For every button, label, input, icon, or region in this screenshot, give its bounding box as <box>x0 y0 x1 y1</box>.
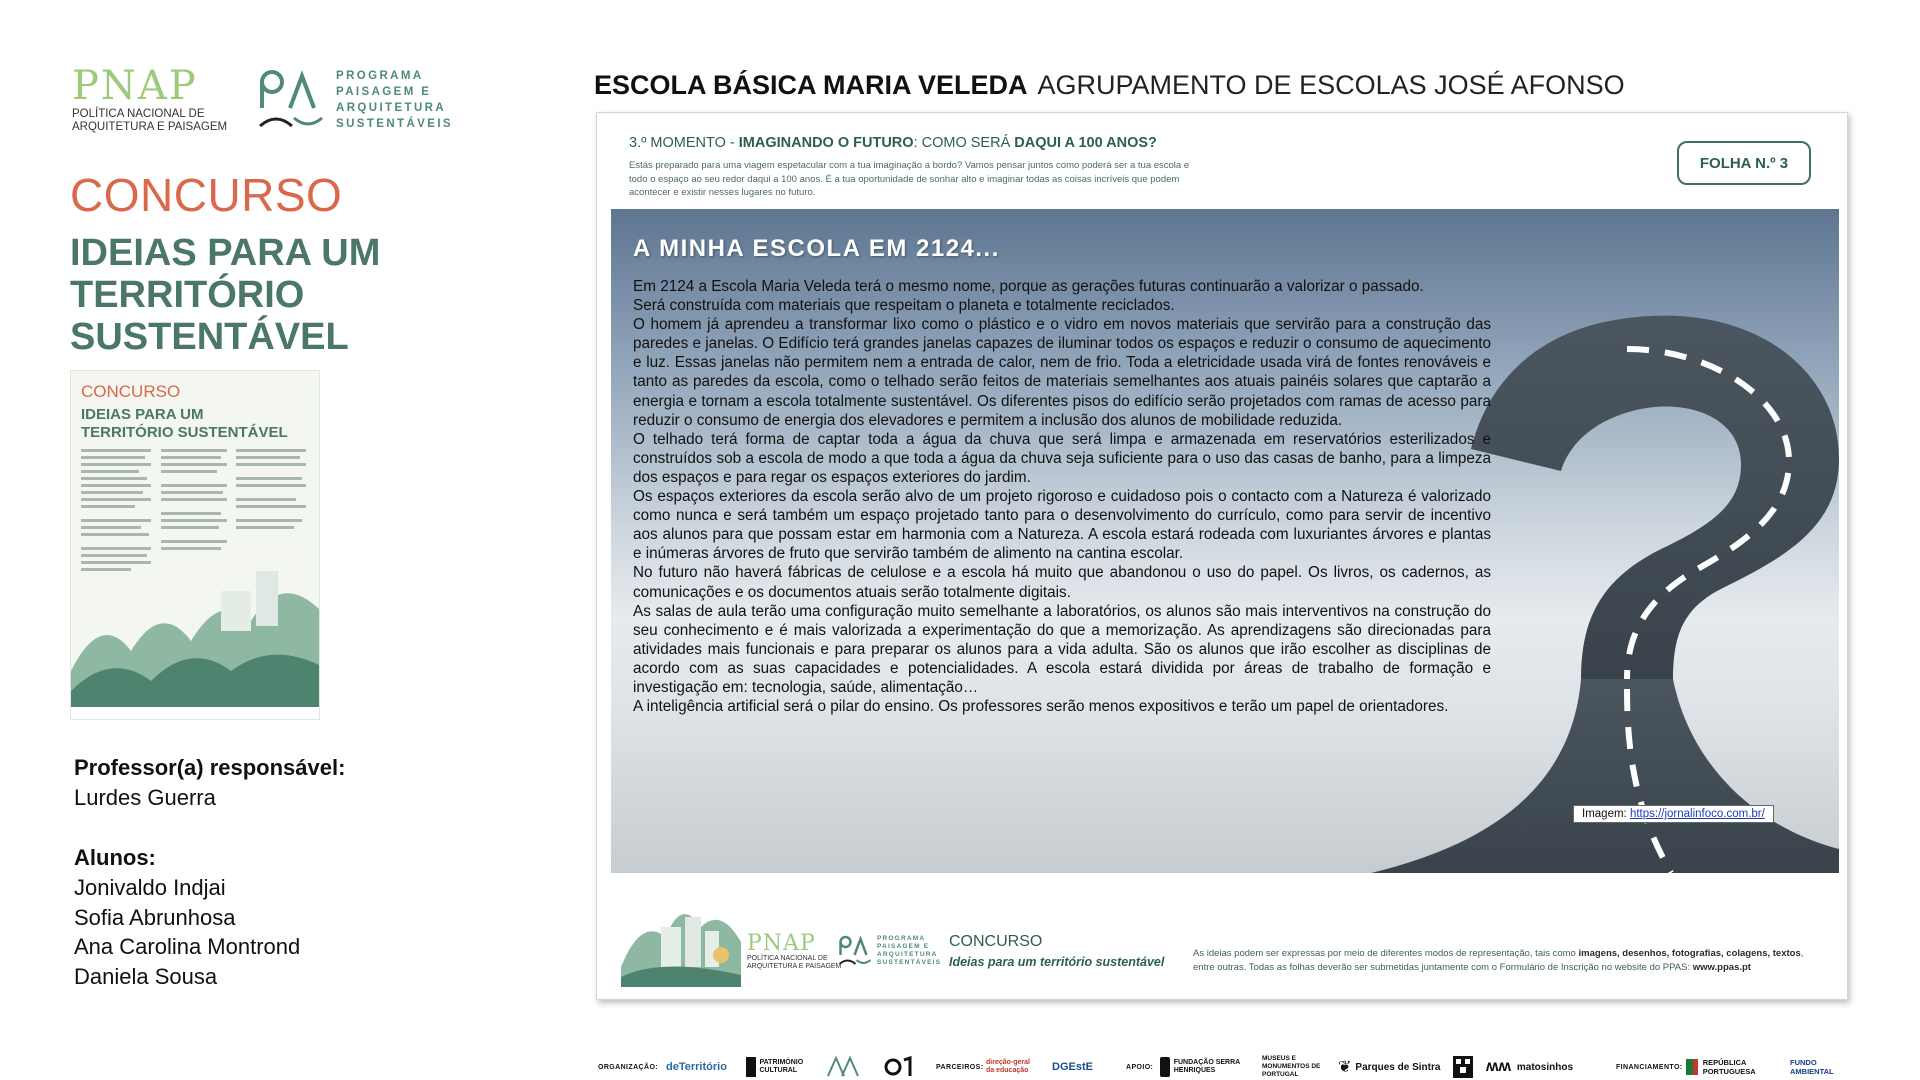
essay-paragraph: A inteligência artificial será o pilar do ensino. Os professores serão menos expositivos e terão um papel de orientadores. <box>633 698 1449 716</box>
republica-text: REPÚBLICA PORTUGUESA <box>1702 1058 1756 1076</box>
footer-illustration <box>621 887 741 987</box>
museus-text: MUSEUS E MONUMENTOS DE PORTUGAL <box>1262 1055 1321 1078</box>
dge-text: direção-geral da educação <box>986 1059 1030 1074</box>
worksheet-footer <box>611 883 1839 991</box>
matosinhos-logo <box>1486 1052 1573 1080</box>
footer-pnap-sub-2: ARQUITETURA E PAISAGEM <box>747 963 842 970</box>
footer-ideias: Ideias para um território sustentável <box>949 955 1165 969</box>
essay-paragraph: O telhado terá forma de captar toda a água da chuva que será limpa e armazenada em reservatórios esterilizados e construídos sob a escola de modo a que toda a água da chuva seja suficiente para o uso das casas de banho, para a limpeza dos espaços e para regar os espaços exteriores do jardim. <box>633 430 1491 486</box>
student-item: Jonivaldo Indjai <box>74 875 226 900</box>
apoio-label: APOIO: <box>1126 1063 1154 1071</box>
poster-title-2: TERRITÓRIO SUSTENTÁVEL <box>81 424 288 441</box>
pnap-sub-line-1: POLÍTICA NACIONAL DE <box>72 108 205 120</box>
footer-ppas-logo <box>837 935 942 974</box>
image-credit-link[interactable]: https://jornalinfoco.com.br/ <box>1629 808 1765 820</box>
contest-title-line-2: TERRITÓRIO <box>70 274 305 316</box>
fundo-text: FUNDO AMBIENTAL <box>1790 1058 1834 1076</box>
contest-title <box>70 232 400 358</box>
footer-note <box>1193 947 1825 975</box>
footer-pnap-word: PNAP <box>747 931 816 956</box>
image-credit <box>1573 805 1774 823</box>
republica-logo <box>1686 1052 1776 1080</box>
financiamento-label: FINANCIAMENTO: <box>1616 1063 1683 1071</box>
essay-paragraph: O homem já aprendeu a transformar lixo como o plástico e o vidro em novos materiais que servirão para a construção das paredes e janelas. O Edifício terá grandes janelas capazes de iluminar todos os espaços e reduzir o consumo de aquecimento e luz. Essas janelas não permitem nem a entrada de calor, nem de frio. Toda a eletricidade usada virá de fontes renováveis e tanto as paredes da escola, como o telhado serão feitos de materiais semelhantes aos atuais painéis solares que captarão a energia e tornam a escola totalmente sustentável. Os diferentes pisos do edifício serão projetados com ramas de acesso para reduzir o consumo de energia dos elevadores e permitem a inclusão dos alunos de mobilidade reduzida. <box>633 316 1491 429</box>
parques-logo <box>1338 1052 1440 1080</box>
poster-title-1: IDEIAS PARA UM <box>81 406 204 423</box>
fundo-ambiental-logo <box>1790 1052 1846 1080</box>
republica-flag-icon <box>1686 1059 1698 1075</box>
footer-note-part-2: , entre outras. Todas as folhas deverão ser submetidas juntamente com o Formulário de Inscrição no website do PPAS: <box>1193 948 1804 973</box>
ppas-line-2: PAISAGEM E <box>336 86 432 98</box>
sponsor-group-organizacao <box>598 1052 658 1080</box>
students-list <box>74 873 300 991</box>
chess-logo-icon <box>1452 1052 1474 1080</box>
momento-description: Estás preparado para uma viagem espetacular com a tua imaginação a bordo? Vamos pensar juntos como poderá ser a tua escola e todo o espaço ao seu redor daqui a 100 anos. É a tua oportunidade de sonhar alto e imaginar todas as coisas incríveis que podem acontecer e existir nesses lugares no futuro. <box>629 160 1190 198</box>
footer-ppas-text <box>877 935 941 967</box>
essay-paragraph: Os espaços exteriores da escola serão alvo de um projeto rigoroso e cuidadoso pois o contacto com a Natureza é valorizado como nunca e será também um espaço projetado tanto para o desenvolvimento do currículo, como para servir de incentivo aos alunos para que possam estar em harmonia com a Natureza. A escola estará rodeada com luxuriantes árvores e plantas e inúmeras árvores de fruto que servirão também de alimento na cantina escolar. <box>633 488 1491 563</box>
de-territorio-text: deTerritório <box>666 1061 727 1073</box>
footer-note-part-1: As ideias podem ser expressas por meio de diferentes modos de representação, tais como <box>1193 948 1579 959</box>
footer-ppas-mark-icon <box>837 935 873 969</box>
momento-bold: IMAGINANDO O FUTURO <box>738 135 914 151</box>
essay-title: A MINHA ESCOLA EM 2124... <box>633 235 1000 262</box>
pnap-logo-subtitle <box>72 108 242 134</box>
patrimonio-mark-icon <box>746 1057 756 1077</box>
student-item: Ana Carolina Montrond <box>74 934 301 959</box>
sponsor-group-apoio <box>1126 1052 1153 1080</box>
generic-logo-mark-icon <box>826 1052 860 1080</box>
footer-note-site: www.ppas.pt <box>1692 962 1751 973</box>
essay-paragraph: Será construída com materiais que respeitam o planeta e totalmente reciclados. <box>633 297 1175 315</box>
pnap-sub-line-2: ARQUITETURA E PAISAGEM <box>72 121 228 133</box>
parques-text: Parques de Sintra <box>1355 1061 1441 1073</box>
momento-end: DAQUI A 100 ANOS? <box>1014 135 1157 151</box>
school-group: AGRUPAMENTO DE ESCOLAS JOSÉ AFONSO <box>1037 70 1625 100</box>
matosinhos-text: matosinhos <box>1516 1061 1574 1073</box>
momento-mid: : COMO SERÁ <box>913 135 1015 151</box>
poster-concurso: CONCURSO <box>81 382 181 401</box>
ppas-mark-icon <box>256 68 326 136</box>
patrimonio-text: PATRIMÓNIO CULTURAL <box>759 1059 804 1074</box>
matosinhos-mark-icon: ʍʍ <box>1486 1058 1511 1075</box>
parques-mark-icon: ❦ <box>1338 1059 1352 1076</box>
image-credit-label: Imagem: <box>1582 808 1630 820</box>
momento-title <box>629 135 1157 151</box>
concurso-heading: CONCURSO <box>70 169 343 221</box>
ppas-line-3: ARQUITETURA <box>336 102 447 114</box>
worksheet <box>596 112 1848 1000</box>
dgeste-logo <box>1052 1052 1093 1080</box>
sponsor-group-financiamento <box>1616 1052 1683 1080</box>
sponsors-bar <box>594 1052 1854 1080</box>
footer-pnap-logo <box>747 933 841 971</box>
students-label: Alunos: <box>74 845 156 870</box>
o1-logo-icon <box>884 1052 914 1080</box>
footer-note-bold: imagens, desenhos, fotografias, colagens, textos <box>1578 948 1801 959</box>
footer-concurso: CONCURSO <box>949 933 1043 950</box>
teacher-label: Professor(a) responsável: <box>74 755 346 780</box>
dge-logo <box>986 1052 1036 1080</box>
poster-illustration <box>71 371 320 720</box>
museus-logo <box>1262 1052 1332 1080</box>
teacher-name: Lurdes Guerra <box>74 785 216 810</box>
school-header <box>594 70 1625 101</box>
pnap-logo <box>72 63 242 138</box>
sheet-number-badge: FOLHA N.º 3 <box>1677 141 1811 185</box>
sponsor-group-parceiros <box>936 1052 983 1080</box>
footer-pnap-sub-1: POLÍTICA NACIONAL DE <box>747 955 828 962</box>
contest-title-line-3: SUSTENTÁVEL <box>70 316 349 358</box>
ppas-logo <box>256 66 456 138</box>
essay-panel <box>611 209 1839 873</box>
ppas-line-1: PROGRAMA <box>336 70 424 82</box>
essay-paragraph: Em 2124 a Escola Maria Veleda terá o mesmo nome, porque as gerações futuras continuarão a valorizar o passado. <box>633 278 1424 295</box>
pnap-logo-word: PNAP <box>72 63 198 109</box>
footer-ppas-line-1: PROGRAMA <box>877 935 926 942</box>
student-item: Sofia Abrunhosa <box>74 904 236 930</box>
essay-paragraph: As salas de aula terão uma configuração muito semelhante a laboratórios, os alunos são mais interventivos na construção do seu conhecimento e é mais valorizada a experimentação do que a memorização. As aprendizagens são direcionadas para atividades mais funcionais e para preparar os alunos para a vida adulta. São os alunos que irão escolher as disciplinas de acordo com as suas capacidades e potencialidades. A escola estará dividida por áreas de trabalho de formação e investigação em: tecnologia, saúde, alimentação… <box>633 602 1491 696</box>
contest-title-line-1: IDEIAS PARA UM <box>70 232 381 274</box>
essay-body <box>633 277 1491 716</box>
organizacao-label: ORGANIZAÇÃO: <box>598 1063 659 1071</box>
footer-ppas-line-3: ARQUITETURA <box>877 951 938 958</box>
parceiros-label: PARCEIROS: <box>936 1063 984 1071</box>
footer-ppas-line-2: PAISAGEM E <box>877 943 930 950</box>
de-territorio-logo <box>666 1052 727 1080</box>
student-item: Daniela Sousa <box>74 963 218 989</box>
contest-poster-thumbnail <box>70 370 320 720</box>
footer-ppas-line-4: SUSTENTÁVEIS <box>877 959 942 966</box>
fundacao-mark-icon <box>1160 1057 1170 1077</box>
fundacao-logo <box>1160 1052 1250 1080</box>
dgeste-text: DGEstE <box>1052 1061 1093 1073</box>
ppas-line-4: SUSTENTÁVEIS <box>336 118 453 130</box>
fundacao-text: FUNDAÇÃO SERRA HENRIQUES <box>1173 1059 1240 1074</box>
essay-paragraph: No futuro não haverá fábricas de celulose e a escola há muito que abandonou o uso do papel. Os livros, os cadernos, as comunicações e os documentos atuais serão totalmente digitais. <box>633 564 1491 601</box>
patrimonio-logo <box>746 1052 816 1080</box>
momento-prefix: 3.º MOMENTO - <box>629 135 739 151</box>
school-name: ESCOLA BÁSICA MARIA VELEDA <box>594 70 1028 100</box>
ppas-logo-text <box>336 68 453 132</box>
